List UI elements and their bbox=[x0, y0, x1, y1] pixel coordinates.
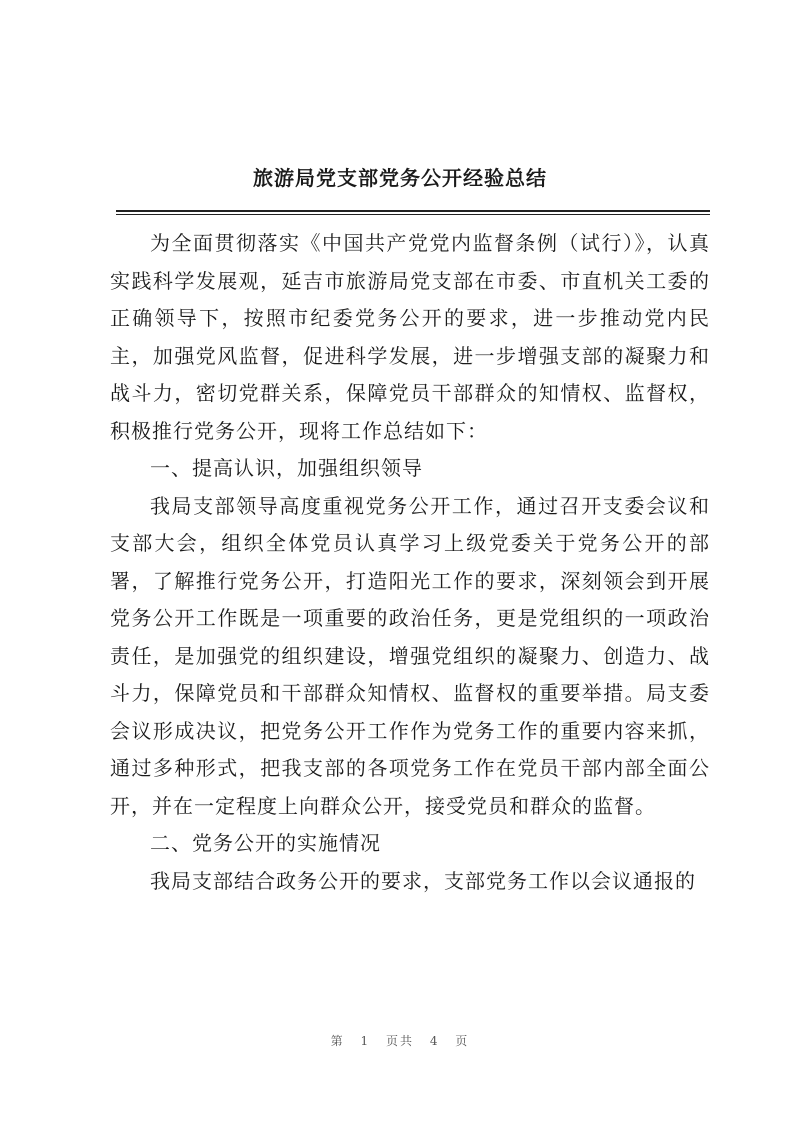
section-2-paragraph: 我局支部结合政务公开的要求，支部党务工作以会议通报的 bbox=[150, 868, 696, 893]
footer-label-ye-gong: 页共 bbox=[385, 1034, 414, 1048]
title-rule-thick bbox=[116, 210, 710, 212]
footer-label-di: 第 bbox=[330, 1034, 345, 1048]
section-heading-2: 二、党务公开的实施情况 bbox=[150, 831, 381, 855]
footer-total-pages: 4 bbox=[429, 1034, 440, 1048]
intro-paragraph: 为全面贯彻落实《中国共产党党内监督条例（试行）》，认真实践科学发展观，延吉市旅游局党支部在市委、市直机关工委的正确领导下，按照市纪委党务公开的要求，进一步推动党内民主，加强党风监督，促进科学发展，进一步增强支部的凝聚力和战斗力，密切党群关系，保障党员干部群众的知情权、监督权，积极推行党务公开，现将工作总结如下： bbox=[110, 231, 710, 443]
footer-current-page: 1 bbox=[360, 1034, 371, 1048]
title-rule-thin bbox=[116, 214, 710, 215]
section-1-paragraph: 我局支部领导高度重视党务公开工作，通过召开支委会议和支部大会，组织全体党员认真学习上级党委关于党务公开的部署，了解推行党务公开，打造阳光工作的要求，深刻领会到开展党务公开工作既是一项重要的政治任务，更是党组织的一项政治责任，是加强党的组织建设，增强党组织的凝聚力、创造力、战斗力，保障党员和干部群众知情权、监督权的重要举措。局支委会议形成决议，把党务公开工作作为党务工作的重要内容来抓，通过多种形式，把我支部的各项党务工作在党员干部内部全面公开，并在一定程度上向群众公开，接受党员和群众的监督。 bbox=[110, 493, 710, 818]
document-body bbox=[110, 225, 710, 900]
section-heading-1: 一、提高认识，加强组织领导 bbox=[150, 456, 423, 480]
page-footer bbox=[0, 1032, 800, 1049]
document-title: 旅游局党支部党务公开经验总结 bbox=[253, 166, 547, 190]
footer-label-ye: 页 bbox=[455, 1034, 470, 1048]
